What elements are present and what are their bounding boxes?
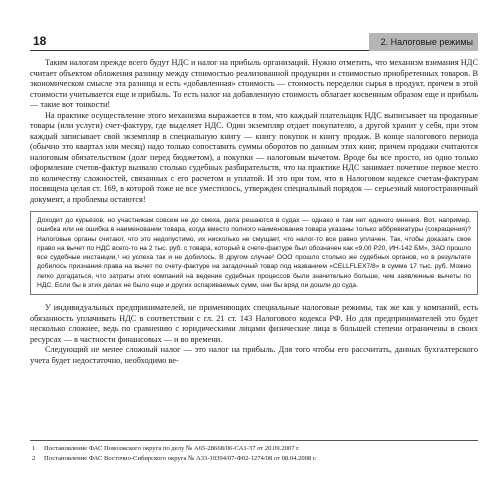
body-paragraph: Таким налогам прежде всего будут НДС и налог на прибыль организаций. Нужно отметить, что механизм взимания НДС считает объектом обложения разницу между стоимостью реализованной продукции и стоимостью приобретенных товаров. В экономическом смысле эта разница и есть «добавленная» стоимость — стоимость переделки сырья в продукт, причем в этой стоимости учитывается еще и прибыль. То есть налог на добавленную стоимость облагает косвенным образом еще и прибыль — такие вот тонкости! xyxy=(30,58,478,109)
body-paragraph: На практике осуществление этого механизма выражается в том, что каждый плательщик НДС выписывает на проданные товары (или услуги) счет-фактуру, где выделяет НДС. Один экземпляр отдает покупателю, а другой хранит у себя, при этом каждый записывает свой экземпляр в специальную книгу — книгу покупок и книгу продаж. В конце налогового периода (обычно это квартал или месяц) надо только сопоставить суммы оборотов по данным этих книг, причем продажи считаются налоговым обязательством (долг перед бюджетом), а покупки — налоговым вычетом. Вроде бы все просто, но одно только оформление счетов-фактур вызвало столько судебных разбирательств, что на практике НДС занимает почетное первое место по количеству сложностей, связанных с его расчетом и уплатой. И это при том, что в Налоговом кодексе счетам-фактурам посвящена целая ст. 169, в которой тоже не все уместилось, утвержден специальный порядок — серьезный многостраничный документ, а проблемы остаются! xyxy=(30,110,478,204)
footnote-text: Постановление ФАС Поволжского округа по делу № А65-28668/06-СА1-37 от 20.09.2007 г. xyxy=(44,445,300,452)
footnote-text: Постановление ФАС Восточно-Сибирского округа № А33-10394/07-Ф02-1274/08 от 08.04.2008 г. xyxy=(44,454,317,462)
footnote-number: 2 xyxy=(32,454,36,462)
footnote xyxy=(30,455,478,464)
body-paragraph: Следующий не менее сложный налог — это налог на прибыль. Для того чтобы его рассчитать, данных бухгалтерского учета будет недостаточно, необходимо ве- xyxy=(30,345,478,365)
quote-text: Доходит до курьезов, но участникам совсем не до смеха, дела решаются в судах — однако и там нет единого мнения. Вот, например, ошибка или не ошибка в наименовании товара, когда вместо полного наименования товара указаны только аббревиатуры (сокращения)? Налоговые органы считают, что это недопустимо, их нисколько не смущает, что налог-то все равно уплачен. Так, чтобы доказать свое право на вычет по НДС всего-то на 2 тыс. руб. с товара, который в счете-фактуре был обозначен как «9.00 Р20, ИН-142 БМ», ЗАО прошло все судебные инстанции,¹ но успеха так и не добилось. В другом случае² ООО прошло столько же судебных органов, но в результате добилось признания права на вычет по счету-фактуре на загадочный товар под названием «CELLFLEX7/8» в сумме 17 тыс. руб. Можно легко догадаться, что затраты этих компаний на ведение судебных процессов были значительно больше, чем заявленные вычеты по НДС. Если бы в этих делах не было еще и других оспариваемых сумм, они бы вряд ли дошли до суда. xyxy=(37,217,471,290)
page-header xyxy=(30,30,478,51)
page-number: 18 xyxy=(33,34,47,48)
sidebar-quote-box xyxy=(30,211,478,295)
chapter-title: 2. Налоговые режимы xyxy=(369,33,478,51)
footnote xyxy=(30,445,478,454)
body-paragraph: У индивидуальных предпринимателей, не применяющих специальные налоговые режимы, так же как у компаний, есть обязанность уплачивать НДС в соответствии с гл. 21 ст. 143 Налогового кодекса РФ. Но для предпринимателей это будет несколько сложнее, ведь по сравнению с юридическими лицами физические лица в большей степени ограничены в своих ресурсах — в частности финансовых — и во времени. xyxy=(30,303,478,344)
footnote-number: 1 xyxy=(32,445,36,452)
footnotes xyxy=(30,440,478,464)
document-page xyxy=(30,30,478,490)
